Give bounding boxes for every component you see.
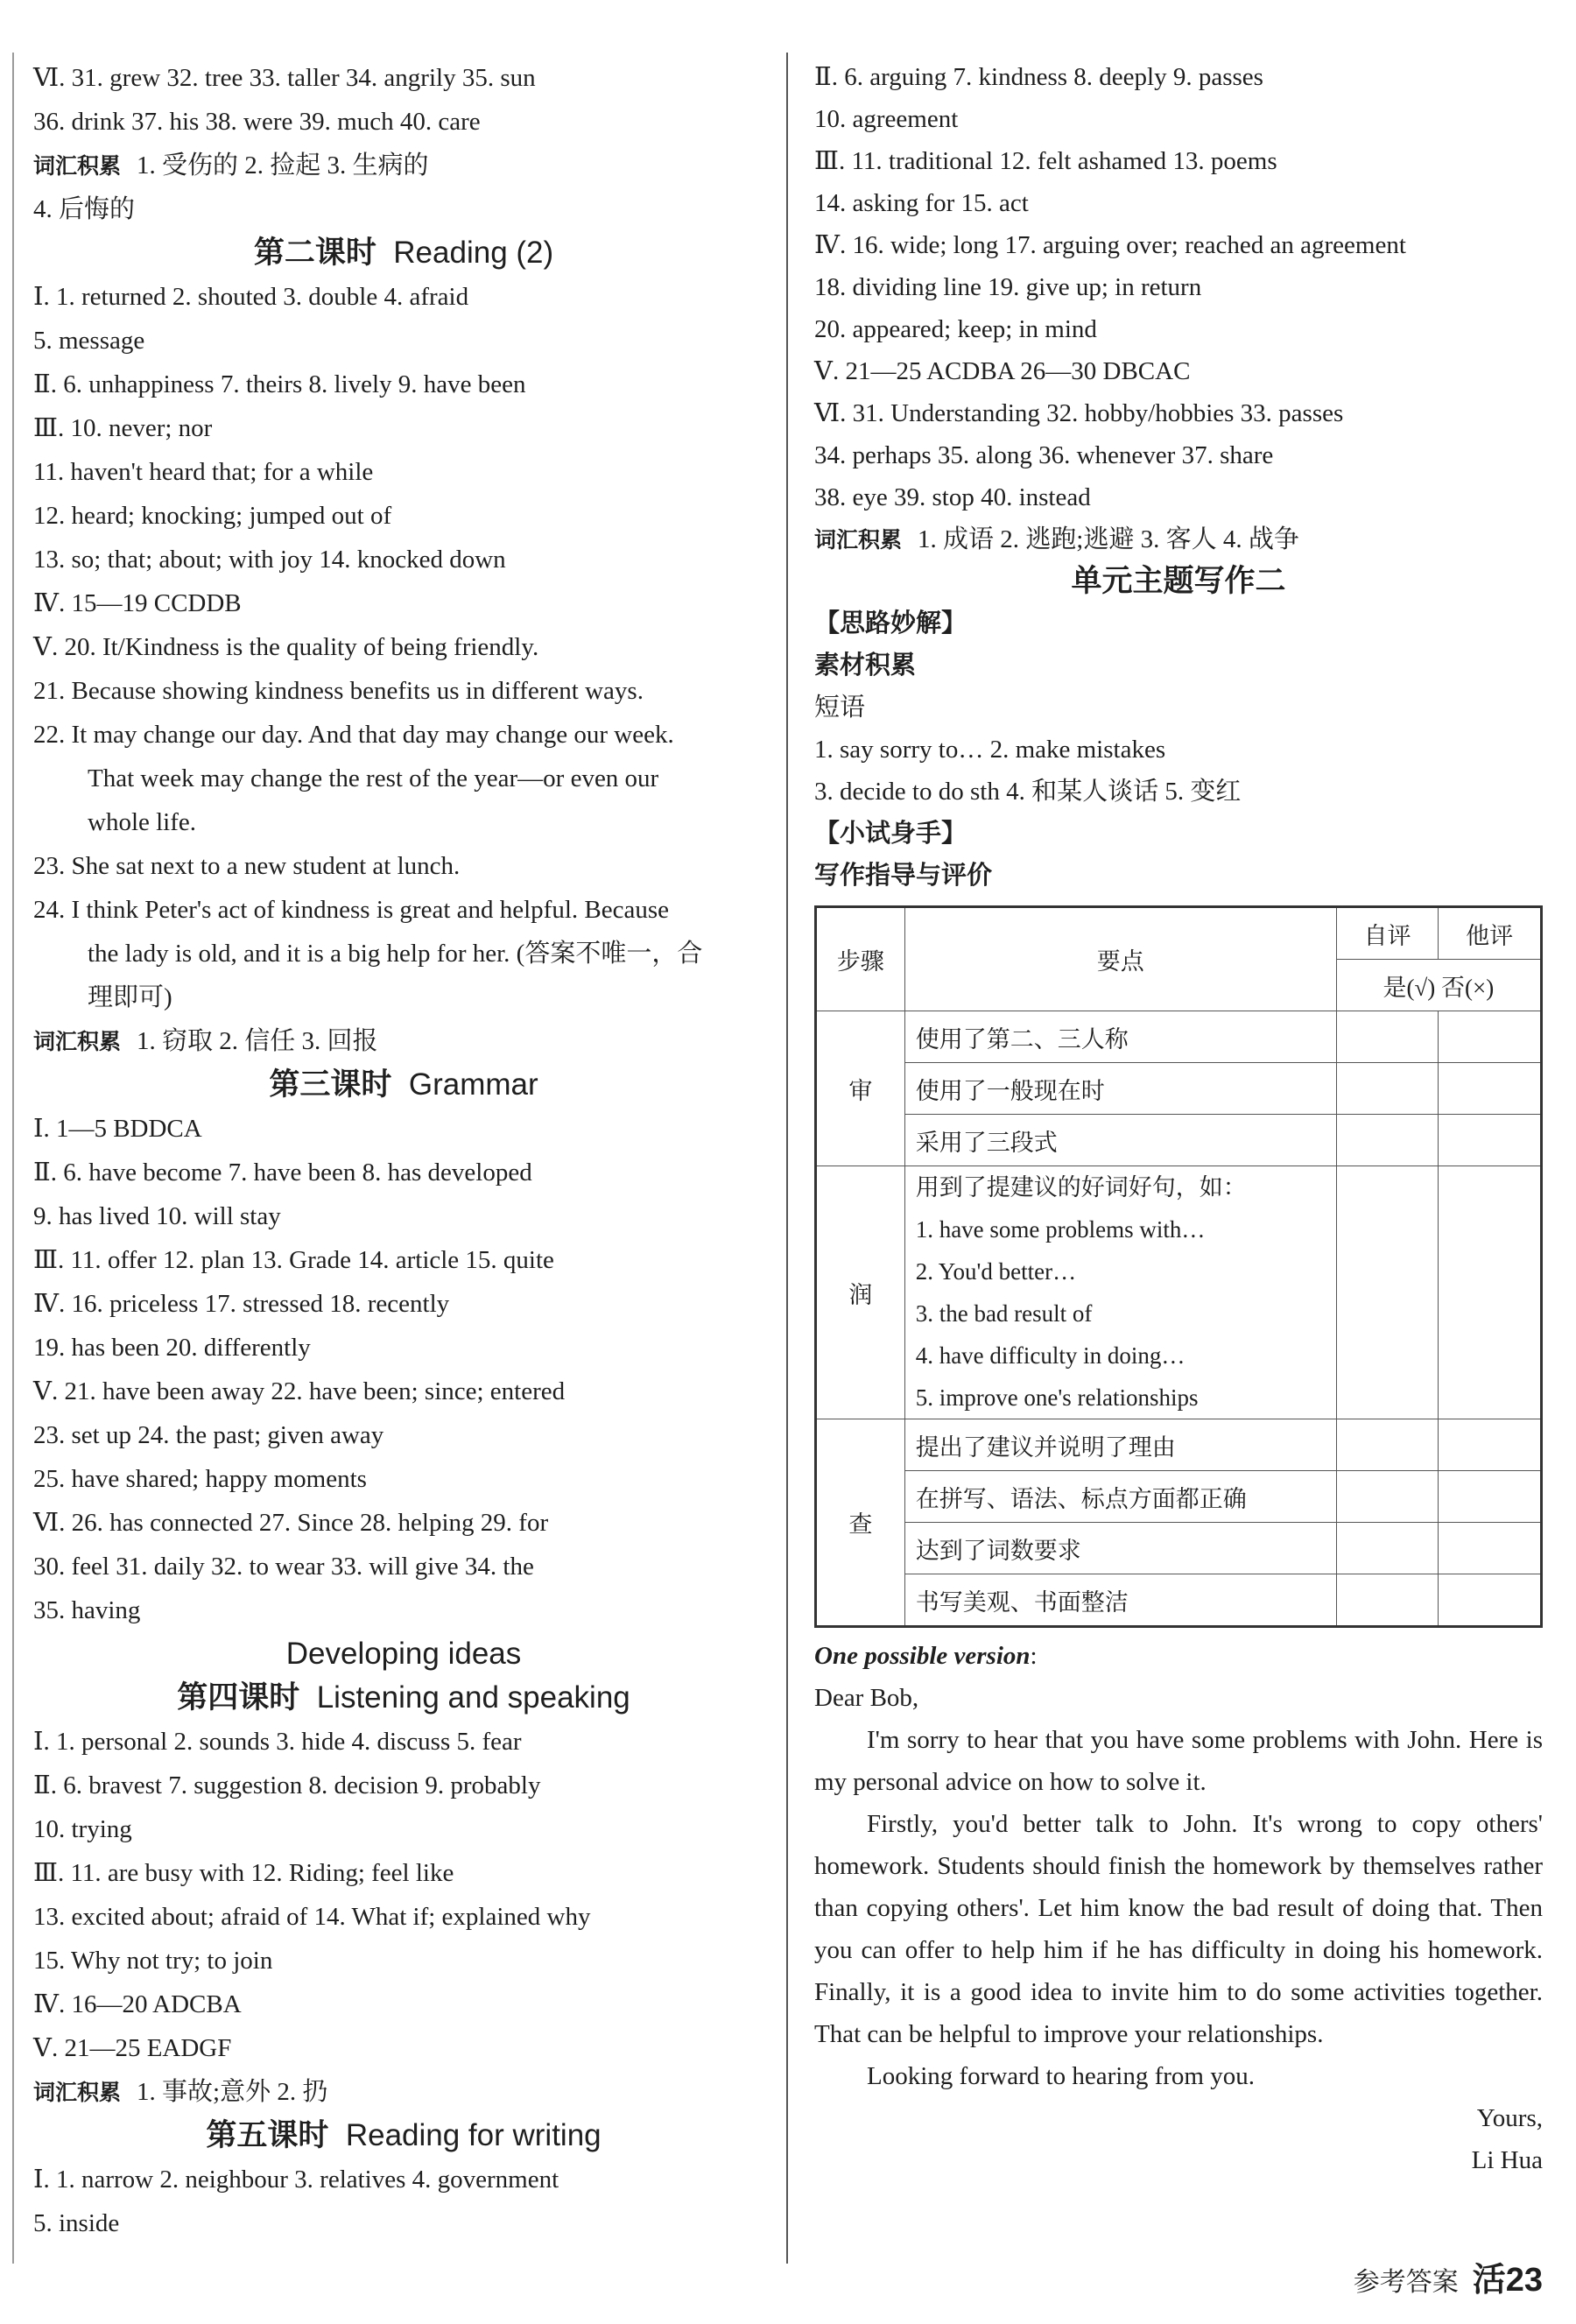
answer-line: 9. has lived 10. will stay bbox=[33, 1202, 281, 1230]
peer-eval-cell bbox=[1439, 1063, 1542, 1115]
subsection-label: 短语 bbox=[814, 694, 866, 722]
vocab-label: 词汇积累 bbox=[33, 154, 122, 179]
step-check: 查 bbox=[816, 1419, 905, 1627]
section-label: 【小试身手】 bbox=[814, 820, 967, 848]
page-number: 活23 bbox=[1472, 2262, 1543, 2299]
answer-line: Ⅳ. 16. priceless 17. stressed 18. recently bbox=[33, 1290, 450, 1318]
self-eval-cell bbox=[1336, 1471, 1439, 1523]
answer-line: Ⅱ. 6. have become 7. have been 8. has developed bbox=[33, 1158, 532, 1187]
page-footer bbox=[1354, 2254, 1543, 2306]
answer-line: 10. trying bbox=[33, 1815, 132, 1843]
answer-line: 23. She sat next to a new student at lunch. bbox=[33, 852, 461, 880]
answer-line: Ⅵ. 31. grew 32. tree 33. taller 34. angrily 35. sun bbox=[33, 64, 536, 92]
answer-line: Ⅰ. 1. narrow 2. neighbour 3. relatives 4. government bbox=[33, 2166, 559, 2194]
answer-line: 11. haven't heard that; for a while bbox=[33, 458, 374, 486]
peer-eval-cell bbox=[1439, 1419, 1542, 1471]
step-review: 审 bbox=[816, 1011, 905, 1166]
answer-line: Ⅴ. 21. have been away 22. have been; since; entered bbox=[33, 1377, 566, 1405]
lesson-heading: 第三课时 Grammar bbox=[269, 1067, 538, 1102]
letter-greeting: Dear Bob, bbox=[814, 1684, 919, 1712]
lesson-heading: 第二课时 Reading (2) bbox=[253, 236, 554, 270]
answer-line: 24. I think Peter's act of kindness is great and helpful. Because bbox=[33, 896, 670, 924]
answer-line: Ⅱ. 6. unhappiness 7. theirs 8. lively 9. have been bbox=[33, 370, 526, 398]
rubric-point: 在拼写、语法、标点方面都正确 bbox=[904, 1471, 1336, 1523]
left-margin-rule bbox=[12, 53, 14, 2264]
answer-line: Ⅲ. 10. never; nor bbox=[33, 414, 213, 442]
peer-eval-cell bbox=[1439, 1115, 1542, 1166]
answer-line: Ⅲ. 11. offer 12. plan 13. Grade 14. article 15. quite bbox=[33, 1246, 554, 1274]
subsection-label: 写作指导与评价 bbox=[814, 862, 993, 890]
answer-line: 理即可) bbox=[88, 983, 172, 1011]
self-eval-cell bbox=[1336, 1574, 1439, 1627]
letter-paragraph: Firstly, you'd better talk to John. It's wrong to copy others' homework. Students should finish the homework by themselves rather than copying others'. Let him know the bad result of doing that. Then you can offer to help him if he has difficulty in doing his homework. Finally, it is a good idea to invite him to do some activities together. That can be helpful to improve your relationships. bbox=[814, 1810, 1543, 2048]
rubric-example: 5. improve one's relationships bbox=[915, 1384, 1199, 1411]
peer-eval-cell bbox=[1439, 1574, 1542, 1627]
peer-eval-cell bbox=[1439, 1011, 1542, 1063]
vocab-line: 词汇积累 1. 成语 2. 逃跑;逃避 3. 客人 4. 战争 bbox=[814, 525, 1299, 553]
answer-line: 19. has been 20. differently bbox=[33, 1334, 311, 1362]
vocab-label: 词汇积累 bbox=[814, 528, 903, 553]
left-column bbox=[33, 56, 774, 2245]
answer-line: 13. excited about; afraid of 14. What if; explained why bbox=[33, 1903, 591, 1931]
answer-line: 38. eye 39. stop 40. instead bbox=[814, 483, 1091, 511]
answer-line: 12. heard; knocking; jumped out of bbox=[33, 502, 392, 530]
self-eval-cell bbox=[1336, 1419, 1439, 1471]
answer-line: 20. appeared; keep; in mind bbox=[814, 315, 1097, 343]
answer-line: Ⅱ. 6. arguing 7. kindness 8. deeply 9. passes bbox=[814, 63, 1263, 91]
answer-line: 22. It may change our day. And that day may change our week. bbox=[33, 721, 674, 749]
answer-line: Ⅴ. 21—25 ACDBA 26—30 DBCAC bbox=[814, 357, 1191, 385]
answer-line: Ⅳ. 16—20 ADCBA bbox=[33, 1990, 242, 2018]
self-eval-cell bbox=[1336, 1011, 1439, 1063]
answer-line: 18. dividing line 19. give up; in return bbox=[814, 273, 1202, 301]
phrase-line: 1. say sorry to… 2. make mistakes bbox=[814, 736, 1166, 764]
footer-label: 参考答案 bbox=[1353, 2268, 1459, 2297]
self-eval-cell bbox=[1336, 1166, 1439, 1419]
answer-line: That week may change the rest of the year—or even our bbox=[88, 764, 659, 792]
answer-line: Ⅰ. 1. personal 2. sounds 3. hide 4. discuss 5. fear bbox=[33, 1728, 522, 1756]
rubric-point: 达到了词数要求 bbox=[904, 1523, 1336, 1574]
peer-eval-cell bbox=[1439, 1471, 1542, 1523]
header-points: 要点 bbox=[904, 907, 1336, 1011]
rubric-point: 使用了第二、三人称 bbox=[904, 1011, 1336, 1063]
letter-signature: Li Hua bbox=[1471, 2146, 1543, 2174]
vocab-line: 词汇积累 1. 事故;意外 2. 扔 bbox=[33, 2078, 328, 2106]
answer-line: 36. drink 37. his 38. were 39. much 40. care bbox=[33, 108, 481, 136]
answer-line: Ⅴ. 20. It/Kindness is the quality of being friendly. bbox=[33, 633, 539, 661]
letter-closing: Yours, bbox=[1476, 2104, 1543, 2132]
rubric-example: 3. the bad result of bbox=[915, 1300, 1093, 1327]
answer-line: Ⅵ. 31. Understanding 32. hobby/hobbies 33. passes bbox=[814, 399, 1344, 427]
answer-line: Ⅲ. 11. traditional 12. felt ashamed 13. poems bbox=[814, 147, 1277, 175]
rubric-point-list bbox=[904, 1166, 1336, 1419]
answer-line: Ⅲ. 11. are busy with 12. Riding; feel like bbox=[33, 1859, 454, 1887]
right-column bbox=[814, 56, 1543, 2181]
answer-line: 25. have shared; happy moments bbox=[33, 1465, 367, 1493]
answer-line: 5. message bbox=[33, 327, 145, 355]
answer-line: Ⅳ. 16. wide; long 17. arguing over; reached an agreement bbox=[814, 231, 1406, 259]
lesson-heading: 第四课时 Listening and speaking bbox=[177, 1680, 630, 1715]
column-divider bbox=[786, 53, 788, 2264]
rubric-example: 2. You'd better… bbox=[915, 1258, 1077, 1285]
answer-line: 14. asking for 15. act bbox=[814, 189, 1029, 217]
letter-paragraph: Looking forward to hearing from you. bbox=[867, 2062, 1255, 2090]
answer-line: 30. feel 31. daily 32. to wear 33. will give 34. the bbox=[33, 1553, 534, 1581]
peer-eval-cell bbox=[1439, 1523, 1542, 1574]
header-self-eval: 自评 bbox=[1336, 907, 1439, 960]
sample-letter bbox=[814, 1635, 1543, 2181]
answer-line: Ⅱ. 6. bravest 7. suggestion 8. decision 9. probably bbox=[33, 1771, 541, 1799]
answer-line: 15. Why not try; to join bbox=[33, 1947, 273, 1975]
vocab-line: 词汇积累 1. 受伤的 2. 捡起 3. 生病的 bbox=[33, 151, 429, 180]
answer-line: 35. having bbox=[33, 1596, 141, 1624]
vocab-line: 词汇积累 1. 窃取 2. 信任 3. 回报 bbox=[33, 1027, 378, 1055]
answer-line: Ⅵ. 26. has connected 27. Since 28. helping 29. for bbox=[33, 1509, 549, 1537]
step-polish: 润 bbox=[816, 1166, 905, 1419]
answer-line: Ⅰ. 1—5 BDDCA bbox=[33, 1115, 202, 1143]
header-peer-eval: 他评 bbox=[1439, 907, 1542, 960]
vocab-label: 词汇积累 bbox=[33, 2081, 122, 2105]
subsection-label: 素材积累 bbox=[814, 651, 917, 680]
letter-paragraph: I'm sorry to hear that you have some problems with John. Here is my personal advice on how to solve it. bbox=[814, 1726, 1543, 1796]
answer-line: 21. Because showing kindness benefits us in different ways. bbox=[33, 677, 644, 705]
rubric-point: 用到了提建议的好词好句，如： bbox=[915, 1174, 1247, 1201]
answer-line: 13. so; that; about; with joy 14. knocked down bbox=[33, 546, 506, 574]
rubric-point: 采用了三段式 bbox=[904, 1115, 1336, 1166]
answer-line: whole life. bbox=[88, 808, 197, 836]
answer-line: 10. agreement bbox=[814, 105, 959, 133]
answer-line: the lady is old, and it is a big help for her. (答案不唯一，合 bbox=[88, 940, 703, 968]
self-eval-cell bbox=[1336, 1115, 1439, 1166]
peer-eval-cell bbox=[1439, 1166, 1542, 1419]
header-step: 步骤 bbox=[816, 907, 905, 1011]
rubric-example: 4. have difficulty in doing… bbox=[915, 1342, 1186, 1369]
version-label: One possible version: bbox=[814, 1642, 1038, 1670]
rubric-example: 1. have some problems with… bbox=[915, 1216, 1206, 1243]
answer-line: Ⅳ. 15—19 CCDDB bbox=[33, 589, 242, 617]
section-label: 【思路妙解】 bbox=[814, 609, 967, 637]
answer-line: Ⅴ. 21—25 EADGF bbox=[33, 2034, 232, 2062]
answer-line: 4. 后悔的 bbox=[33, 195, 136, 223]
lesson-heading: 第五课时 Reading for writing bbox=[206, 2118, 602, 2152]
self-eval-cell bbox=[1336, 1063, 1439, 1115]
phrase-line: 3. decide to do sth 4. 和某人谈话 5. 变红 bbox=[814, 778, 1242, 806]
header-yes-no: 是(√) 否(×) bbox=[1336, 960, 1541, 1011]
section-heading: Developing ideas bbox=[285, 1637, 522, 1671]
writing-rubric-table bbox=[814, 905, 1543, 1628]
rubric-point: 提出了建议并说明了理由 bbox=[904, 1419, 1336, 1471]
rubric-point: 书写美观、书面整洁 bbox=[904, 1574, 1336, 1627]
self-eval-cell bbox=[1336, 1523, 1439, 1574]
vocab-label: 词汇积累 bbox=[33, 1030, 122, 1054]
rubric-point: 使用了一般现在时 bbox=[904, 1063, 1336, 1115]
answer-line: 5. inside bbox=[33, 2209, 120, 2237]
answer-line: 34. perhaps 35. along 36. whenever 37. share bbox=[814, 441, 1274, 469]
answer-line: 23. set up 24. the past; given away bbox=[33, 1421, 384, 1449]
unit-writing-heading: 单元主题写作二 bbox=[1071, 564, 1286, 598]
answer-line: Ⅰ. 1. returned 2. shouted 3. double 4. afraid bbox=[33, 283, 469, 311]
